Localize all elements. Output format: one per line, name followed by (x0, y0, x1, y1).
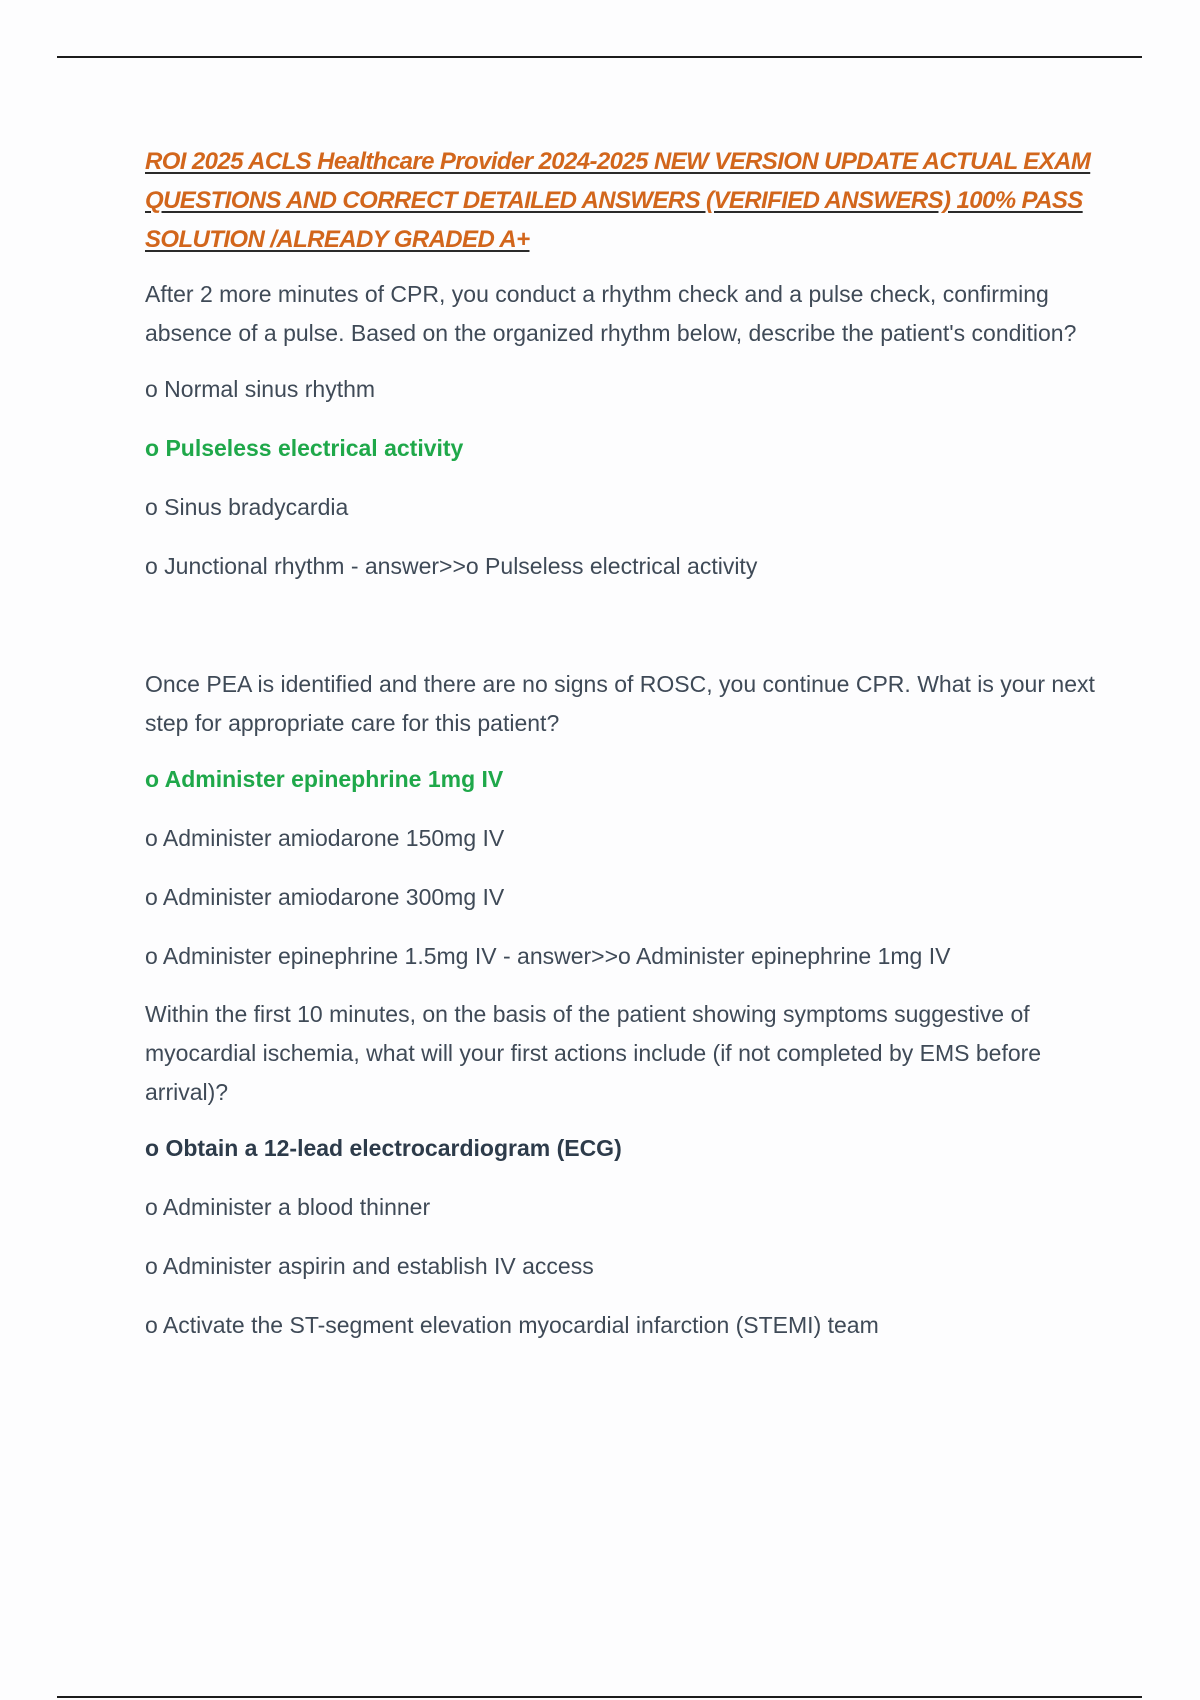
question-1-option-b-correct: o Pulseless electrical activity (145, 435, 464, 461)
bottom-rule (57, 1696, 1142, 1698)
question-3-option-d: o Activate the ST-segment elevation myocardial infarction (STEMI) team (145, 1312, 879, 1338)
question-1-text: After 2 more minutes of CPR, you conduct a rhythm check and a pulse check, confirming absence of a pulse. Based on the organized rhythm below, describe the patient's condition? (145, 281, 1077, 346)
question-3-text: Within the first 10 minutes, on the basis of the patient showing symptoms suggestive of myocardial ischemia, what will your first actions include (if not completed by EMS before arrival)? (145, 1001, 1042, 1105)
section-gap (145, 605, 1095, 665)
question-3-option-b: o Administer a blood thinner (145, 1194, 431, 1220)
question-1-option-c: o Sinus bradycardia (145, 494, 349, 520)
question-3-option-c: o Administer aspirin and establish IV access (145, 1253, 594, 1279)
question-1-option-d-answer: o Junctional rhythm - answer>>o Pulseless electrical activity (145, 553, 758, 579)
question-2-option-c: o Administer amiodarone 300mg IV (145, 884, 505, 910)
document-title: ROI 2025 ACLS Healthcare Provider 2024-2025 NEW VERSION UPDATE ACTUAL EXAM QUESTIONS AND CORRECT DETAILED ANSWERS (VERIFIED ANSWERS) 100% PASS SOLUTION /ALREADY GRADED A+ (145, 148, 1091, 253)
question-2-option-a-correct: o Administer epinephrine 1mg IV (145, 766, 504, 792)
question-2-option-b: o Administer amiodarone 150mg IV (145, 825, 505, 851)
question-3-option-a-bold: o Obtain a 12-lead electrocardiogram (ECG) (145, 1135, 622, 1161)
question-2-text: Once PEA is identified and there are no signs of ROSC, you continue CPR. What is your next step for appropriate care for this patient? (145, 671, 1095, 736)
question-2-option-d-answer: o Administer epinephrine 1.5mg IV - answer>>o Administer epinephrine 1mg IV (145, 943, 951, 969)
page-content (145, 142, 1095, 1364)
top-rule (57, 56, 1142, 58)
question-1-option-a: o Normal sinus rhythm (145, 376, 376, 402)
